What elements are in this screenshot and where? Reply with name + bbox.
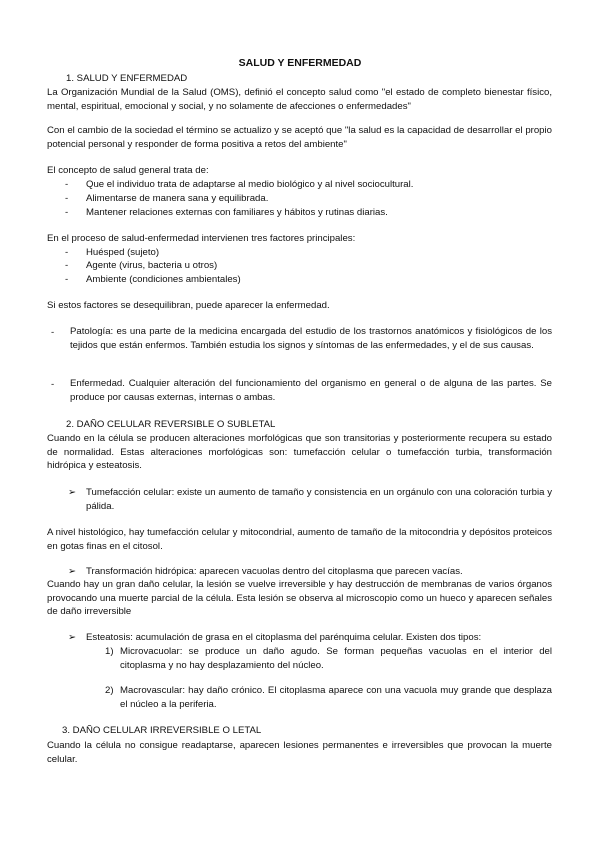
definition-dash: - bbox=[51, 379, 55, 390]
list-item: Mantener relaciones externas con familiares y hábitos y rutinas diarias. bbox=[86, 207, 388, 218]
arrow-bullet-icon: ➢ bbox=[68, 566, 77, 577]
s2-paragraph-intro: Cuando en la célula se producen alteraciones morfológicas que son transitorias y posteriormente recupera su estado de normalidad. Estas alteraciones morfológicas son: tumefacción celular o tumefacción turbia, transformación hidrópica y esteatosis. bbox=[47, 433, 552, 471]
s2-paragraph-histologico: A nivel histológico, hay tumefacción celular y mitocondrial, aumento de tamaño de la mitocondria y depósitos proteicos en gotas finas en el citosol. bbox=[47, 527, 552, 552]
list-item: Agente (virus, bacteria u otros) bbox=[86, 260, 218, 271]
list-dash: - bbox=[65, 193, 69, 204]
s1-paragraph-cambio: Con el cambio de la sociedad el término se actualizo y se aceptó que "la salud es la capacidad de desarrollar el propio potencial personal y responder de forma positiva a retos del ambiente" bbox=[47, 125, 552, 150]
arrow-bullet-icon: ➢ bbox=[68, 487, 77, 498]
arrow-bullet-icon: ➢ bbox=[68, 632, 77, 643]
list-dash: - bbox=[65, 260, 69, 271]
list-dash: - bbox=[65, 207, 69, 218]
section-3-heading: 3. DAÑO CELULAR IRREVERSIBLE O LETAL bbox=[62, 725, 262, 736]
page-title: SALUD Y ENFERMEDAD bbox=[238, 57, 362, 69]
numbered-item-macrovascular: Macrovascular: hay daño crónico. El citoplasma aparece con una vacuola muy grande que desplaza el núcleo a la periferia. bbox=[120, 685, 552, 710]
bullet-hidropica: Transformación hidrópica: aparecen vacuolas dentro del citoplasma que parecen vacías. bbox=[86, 566, 463, 577]
bullet-esteatosis: Esteatosis: acumulación de grasa en el citoplasma del parénquima celular. Existen dos tipos: bbox=[86, 632, 482, 643]
s1-paragraph-desequilibrio: Si estos factores se desequilibran, puede aparecer la enfermedad. bbox=[47, 300, 330, 311]
numbered-marker: 2) bbox=[105, 685, 114, 696]
s2-paragraph-irreversible: Cuando hay un gran daño celular, la lesión se vuelve irreversible y hay destrucción de membranas de varios órganos provocando una muerte parcial de la célula. Esta lesión se observa al microscopio como un hueco y aparecen señales de daño irreversible bbox=[47, 579, 552, 617]
s3-paragraph: Cuando la célula no consigue readaptarse, aparecen lesiones permanentes e irreversibles que provocan la muerte celular. bbox=[47, 740, 552, 765]
numbered-marker: 1) bbox=[105, 646, 114, 657]
definition-enfermedad: Enfermedad. Cualquier alteración del funcionamiento del organismo en general o de alguna de las partes. Se produce por causas externas, internas o ambas. bbox=[70, 378, 552, 403]
bullet-tumefaccion: Tumefacción celular: existe un aumento de tamaño y consistencia en un orgánulo con una coloración turbia y pálida. bbox=[86, 487, 552, 512]
s1-paragraph-proceso: En el proceso de salud-enfermedad intervienen tres factores principales: bbox=[47, 233, 356, 244]
numbered-item-microvacuolar: Microvacuolar: se produce un daño agudo. Se forman pequeñas vacuolas en el interior del citoplasma y no hay desplazamiento del núcleo. bbox=[120, 646, 552, 671]
definition-patologia: Patología: es una parte de la medicina encargada del estudio de los trastornos anatómicos y fisiológicos de los tejidos que están enfermos. También estudia los signos y síntomas de las enfermedades, y el de sus causas. bbox=[70, 326, 552, 351]
list-dash: - bbox=[65, 274, 69, 285]
s1-paragraph-concepto: El concepto de salud general trata de: bbox=[47, 165, 209, 176]
s1-paragraph-oms: La Organización Mundial de la Salud (OMS), definió el concepto salud como "el estado de completo bienestar físico, mental, espiritual, emocional y social, y no solamente de afecciones o enfermedades" bbox=[47, 87, 552, 112]
list-item: Ambiente (condiciones ambientales) bbox=[86, 274, 241, 285]
section-2-heading: 2. DAÑO CELULAR REVERSIBLE O SUBLETAL bbox=[66, 419, 276, 430]
list-item: Alimentarse de manera sana y equilibrada. bbox=[86, 193, 269, 204]
list-item: Huésped (sujeto) bbox=[86, 247, 160, 258]
list-dash: - bbox=[65, 179, 69, 190]
list-dash: - bbox=[65, 247, 69, 258]
list-item: Que el individuo trata de adaptarse al medio biológico y al nivel sociocultural. bbox=[86, 179, 414, 190]
section-1-heading: 1. SALUD Y ENFERMEDAD bbox=[66, 73, 188, 84]
definition-dash: - bbox=[51, 327, 55, 338]
